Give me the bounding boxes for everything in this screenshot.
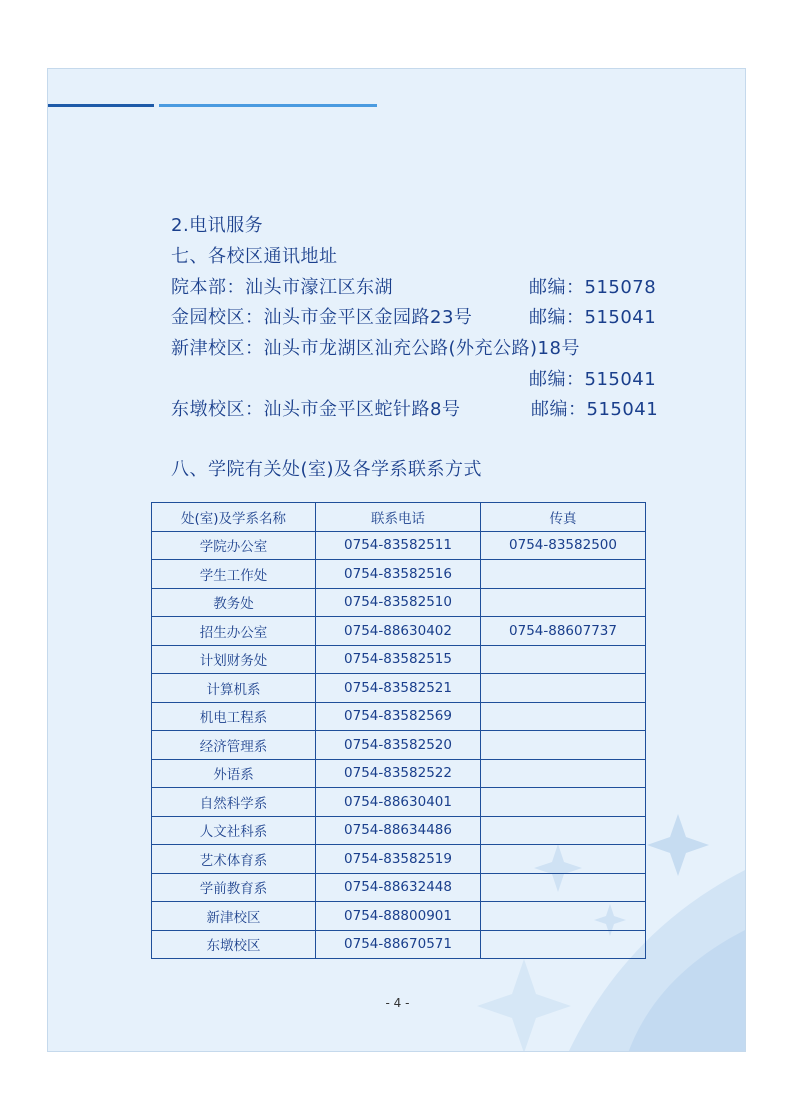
table-row	[152, 645, 646, 674]
fax-cell	[481, 759, 646, 788]
phone-cell: 0754-88630402	[316, 617, 481, 646]
phone-cell: 0754-88670571	[316, 930, 481, 959]
contacts-table	[151, 502, 646, 959]
department-name-cell: 艺术体育系	[152, 845, 316, 874]
table-row	[152, 531, 646, 560]
phone-cell: 0754-83582520	[316, 731, 481, 760]
department-name-cell: 计算机系	[152, 674, 316, 703]
phone-cell: 0754-83582522	[316, 759, 481, 788]
department-name-cell: 外语系	[152, 759, 316, 788]
phone-cell: 0754-83582516	[316, 560, 481, 589]
fax-cell	[481, 845, 646, 874]
department-name-cell: 学院办公室	[152, 531, 316, 560]
header-accent-bar-light	[159, 104, 377, 107]
fax-cell	[481, 674, 646, 703]
department-name-cell: 经济管理系	[152, 731, 316, 760]
table-row	[152, 873, 646, 902]
sparkle-star-icon	[647, 814, 709, 876]
address-line: 金园校区：汕头市金平区金园路23号	[171, 307, 473, 328]
document-page	[47, 68, 746, 1052]
column-header-department: 处(室)及学系名称	[152, 503, 316, 532]
fax-cell	[481, 788, 646, 817]
table-row	[152, 617, 646, 646]
fax-cell	[481, 702, 646, 731]
section-heading-addresses: 七、各校区通讯地址	[171, 246, 338, 267]
fax-cell	[481, 873, 646, 902]
phone-cell: 0754-88630401	[316, 788, 481, 817]
page-number: - 4 -	[385, 996, 410, 1010]
fax-cell	[481, 930, 646, 959]
fax-cell	[481, 816, 646, 845]
department-name-cell: 东墩校区	[152, 930, 316, 959]
table-row	[152, 560, 646, 589]
postal-code: 邮编：515078	[529, 277, 657, 298]
table-body	[152, 531, 646, 959]
table-row	[152, 902, 646, 931]
section-heading-telecom: 2.电讯服务	[171, 215, 264, 236]
department-name-cell: 学前教育系	[152, 873, 316, 902]
phone-cell: 0754-83582511	[316, 531, 481, 560]
column-header-phone: 联系电话	[316, 503, 481, 532]
address-line: 院本部：汕头市濠江区东湖	[171, 277, 393, 298]
department-name-cell: 机电工程系	[152, 702, 316, 731]
table-row	[152, 816, 646, 845]
department-name-cell: 新津校区	[152, 902, 316, 931]
phone-cell: 0754-88634486	[316, 816, 481, 845]
fax-cell	[481, 902, 646, 931]
column-header-fax: 传真	[481, 503, 646, 532]
address-line: 东墩校区：汕头市金平区蛇针路8号	[171, 399, 461, 420]
table-row	[152, 930, 646, 959]
address-line: 新津校区：汕头市龙湖区汕充公路(外充公路)18号	[171, 338, 580, 359]
table-row	[152, 759, 646, 788]
department-name-cell: 计划财务处	[152, 645, 316, 674]
postal-code: 邮编：515041	[529, 369, 657, 390]
phone-cell: 0754-88800901	[316, 902, 481, 931]
department-name-cell: 人文社科系	[152, 816, 316, 845]
phone-cell: 0754-88632448	[316, 873, 481, 902]
table-row	[152, 788, 646, 817]
table-header-row	[152, 503, 646, 532]
table-row	[152, 845, 646, 874]
phone-cell: 0754-83582569	[316, 702, 481, 731]
department-name-cell: 自然科学系	[152, 788, 316, 817]
department-name-cell: 教务处	[152, 588, 316, 617]
fax-cell	[481, 588, 646, 617]
header-accent-bar-dark	[48, 104, 154, 107]
phone-cell: 0754-83582521	[316, 674, 481, 703]
fax-cell: 0754-83582500	[481, 531, 646, 560]
fax-cell: 0754-88607737	[481, 617, 646, 646]
fax-cell	[481, 645, 646, 674]
department-name-cell: 学生工作处	[152, 560, 316, 589]
table-row	[152, 588, 646, 617]
section-heading-contacts: 八、学院有关处(室)及各学系联系方式	[171, 459, 483, 480]
fax-cell	[481, 731, 646, 760]
fax-cell	[481, 560, 646, 589]
table-row	[152, 674, 646, 703]
table-row	[152, 702, 646, 731]
department-name-cell: 招生办公室	[152, 617, 316, 646]
phone-cell: 0754-83582515	[316, 645, 481, 674]
table-row	[152, 731, 646, 760]
postal-code: 邮编：515041	[529, 307, 657, 328]
phone-cell: 0754-83582510	[316, 588, 481, 617]
phone-cell: 0754-83582519	[316, 845, 481, 874]
postal-code: 邮编：515041	[531, 399, 659, 420]
